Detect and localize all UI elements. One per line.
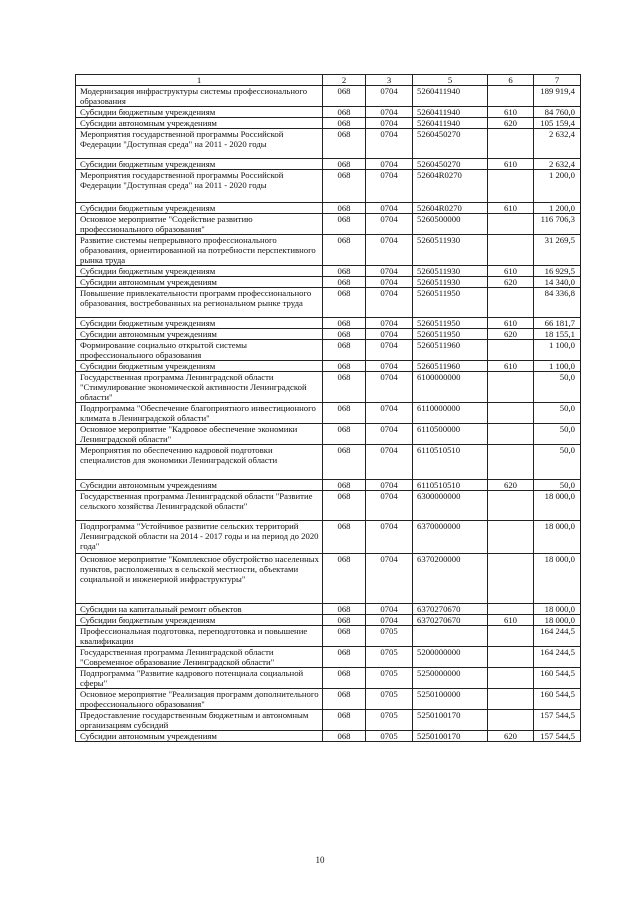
row-grbs-cell: 068 (323, 86, 366, 107)
row-name-cell: Субсидии автономным учреждениям (76, 277, 323, 288)
row-target-cell: 5260511950 (413, 329, 488, 340)
row-name-cell: Мероприятия по обеспечению кадровой подготовки специалистов для экономики Ленинградской области (76, 445, 323, 480)
row-sum-cell: 14 340,0 (534, 277, 581, 288)
table-header-row (76, 75, 581, 86)
row-grbs-cell: 068 (323, 329, 366, 340)
table-row (76, 710, 581, 731)
row-target-cell: 5200000000 (413, 647, 488, 668)
row-sum-cell: 2 632,4 (534, 159, 581, 170)
row-target-cell: 5260500000 (413, 214, 488, 235)
row-type-cell (488, 170, 534, 203)
row-type-cell: 620 (488, 277, 534, 288)
row-grbs-cell: 068 (323, 214, 366, 235)
row-name-cell: Модернизация инфраструктуры системы профессионального образования (76, 86, 323, 107)
row-grbs-cell: 068 (323, 107, 366, 118)
row-name-cell: Субсидии бюджетным учреждениям (76, 615, 323, 626)
row-section-cell: 0704 (366, 235, 413, 266)
row-section-cell: 0704 (366, 521, 413, 554)
row-target-cell: 5260511960 (413, 340, 488, 361)
table-row (76, 340, 581, 361)
row-sum-cell: 116 706,3 (534, 214, 581, 235)
row-sum-cell: 18 000,0 (534, 615, 581, 626)
row-type-cell (488, 372, 534, 403)
row-target-cell: 5260511930 (413, 235, 488, 266)
budget-table (75, 74, 581, 742)
row-sum-cell: 16 929,5 (534, 266, 581, 277)
table-row (76, 118, 581, 129)
row-type-cell: 610 (488, 361, 534, 372)
table-row (76, 361, 581, 372)
table-row (76, 554, 581, 604)
row-type-cell: 610 (488, 159, 534, 170)
row-name-cell: Развитие системы непрерывного профессионального образования, ориентированной на потребности перспективного рынка труда (76, 235, 323, 266)
table-row (76, 107, 581, 118)
table-row (76, 266, 581, 277)
row-sum-cell: 1 100,0 (534, 361, 581, 372)
row-name-cell: Профессиональная подготовка, переподготовка и повышение квалификации (76, 626, 323, 647)
row-grbs-cell: 068 (323, 159, 366, 170)
row-grbs-cell: 068 (323, 480, 366, 491)
row-target-cell: 6110500000 (413, 424, 488, 445)
row-type-cell: 620 (488, 329, 534, 340)
row-target-cell: 6370200000 (413, 554, 488, 604)
row-target-cell: 5260450270 (413, 159, 488, 170)
row-name-cell: Формирование социально открытой системы профессионального образования (76, 340, 323, 361)
row-section-cell: 0705 (366, 647, 413, 668)
header-cell-section: 3 (366, 75, 413, 86)
row-section-cell: 0704 (366, 329, 413, 340)
row-sum-cell: 18 000,0 (534, 554, 581, 604)
table-row (76, 647, 581, 668)
row-section-cell: 0704 (366, 159, 413, 170)
row-sum-cell: 1 200,0 (534, 203, 581, 214)
table-row (76, 170, 581, 203)
row-sum-cell: 105 159,4 (534, 118, 581, 129)
row-section-cell: 0704 (366, 170, 413, 203)
row-grbs-cell: 068 (323, 403, 366, 424)
row-section-cell: 0704 (366, 615, 413, 626)
table-row (76, 615, 581, 626)
row-name-cell: Субсидии автономным учреждениям (76, 329, 323, 340)
table-row (76, 318, 581, 329)
header-cell-target: 5 (413, 75, 488, 86)
table-row (76, 203, 581, 214)
row-section-cell: 0705 (366, 710, 413, 731)
row-name-cell: Субсидии бюджетным учреждениям (76, 159, 323, 170)
row-name-cell: Основное мероприятие "Кадровое обеспечение экономики Ленинградской области" (76, 424, 323, 445)
row-type-cell (488, 626, 534, 647)
header-cell-name: 1 (76, 75, 323, 86)
row-grbs-cell: 068 (323, 710, 366, 731)
row-section-cell: 0704 (366, 554, 413, 604)
row-section-cell: 0704 (366, 445, 413, 480)
row-type-cell: 610 (488, 266, 534, 277)
row-type-cell (488, 445, 534, 480)
row-name-cell: Подпрограмма "Обеспечение благоприятного инвестиционного климата в Ленинградской области" (76, 403, 323, 424)
row-name-cell: Субсидии автономным учреждениям (76, 480, 323, 491)
row-grbs-cell: 068 (323, 372, 366, 403)
row-sum-cell: 84 336,8 (534, 288, 581, 318)
row-target-cell: 6370270670 (413, 604, 488, 615)
row-section-cell: 0705 (366, 689, 413, 710)
row-name-cell: Субсидии бюджетным учреждениям (76, 107, 323, 118)
row-grbs-cell: 068 (323, 203, 366, 214)
row-section-cell: 0705 (366, 626, 413, 647)
row-section-cell: 0704 (366, 403, 413, 424)
row-sum-cell: 164 244,5 (534, 626, 581, 647)
row-sum-cell: 1 100,0 (534, 340, 581, 361)
row-section-cell: 0704 (366, 340, 413, 361)
table-row (76, 235, 581, 266)
table-row (76, 491, 581, 521)
row-grbs-cell: 068 (323, 235, 366, 266)
row-type-cell (488, 604, 534, 615)
table-row (76, 689, 581, 710)
row-type-cell (488, 340, 534, 361)
row-target-cell: 5260511960 (413, 361, 488, 372)
row-name-cell: Предоставление государственным бюджетным и автономным организациям субсидий (76, 710, 323, 731)
row-grbs-cell: 068 (323, 445, 366, 480)
row-target-cell: 6100000000 (413, 372, 488, 403)
row-grbs-cell: 068 (323, 340, 366, 361)
row-target-cell: 5260411940 (413, 107, 488, 118)
row-type-cell (488, 129, 534, 159)
row-name-cell: Государственная программа Ленинградской области "Развитие сельского хозяйства Ленинградской области" (76, 491, 323, 521)
row-name-cell: Субсидии на капитальный ремонт объектов (76, 604, 323, 615)
table-row (76, 424, 581, 445)
row-target-cell: 5250100170 (413, 731, 488, 742)
row-type-cell (488, 668, 534, 689)
row-name-cell: Мероприятия государственной программы Российской Федерации "Доступная среда" на 2011 - 2020 годы (76, 129, 323, 159)
row-sum-cell: 50,0 (534, 480, 581, 491)
row-name-cell: Основное мероприятие "Содействие развитию профессионального образования" (76, 214, 323, 235)
row-type-cell: 610 (488, 203, 534, 214)
row-target-cell: 5250100170 (413, 710, 488, 731)
row-grbs-cell: 068 (323, 266, 366, 277)
row-name-cell: Субсидии бюджетным учреждениям (76, 203, 323, 214)
table-row (76, 731, 581, 742)
row-type-cell (488, 424, 534, 445)
table-row (76, 445, 581, 480)
row-section-cell: 0704 (366, 372, 413, 403)
table-row (76, 214, 581, 235)
row-target-cell: 5260450270 (413, 129, 488, 159)
row-sum-cell: 157 544,5 (534, 710, 581, 731)
row-grbs-cell: 068 (323, 554, 366, 604)
table-row (76, 604, 581, 615)
row-target-cell: 5260511950 (413, 288, 488, 318)
row-type-cell: 610 (488, 107, 534, 118)
row-section-cell: 0704 (366, 288, 413, 318)
row-type-cell: 620 (488, 731, 534, 742)
row-sum-cell: 84 760,0 (534, 107, 581, 118)
row-grbs-cell: 068 (323, 318, 366, 329)
row-type-cell (488, 521, 534, 554)
row-grbs-cell: 068 (323, 361, 366, 372)
row-target-cell: 6110510510 (413, 445, 488, 480)
row-grbs-cell: 068 (323, 521, 366, 554)
row-grbs-cell: 068 (323, 689, 366, 710)
row-name-cell: Субсидии бюджетным учреждениям (76, 318, 323, 329)
row-sum-cell: 160 544,5 (534, 689, 581, 710)
row-section-cell: 0704 (366, 266, 413, 277)
table-row (76, 288, 581, 318)
row-section-cell: 0705 (366, 668, 413, 689)
row-name-cell: Государственная программа Ленинградской области "Современное образование Ленинградской области" (76, 647, 323, 668)
row-sum-cell: 157 544,5 (534, 731, 581, 742)
row-sum-cell: 50,0 (534, 445, 581, 480)
row-section-cell: 0704 (366, 86, 413, 107)
table-row (76, 403, 581, 424)
row-grbs-cell: 068 (323, 277, 366, 288)
row-target-cell: 5260411940 (413, 118, 488, 129)
row-sum-cell: 2 632,4 (534, 129, 581, 159)
row-target-cell: 6370270670 (413, 615, 488, 626)
row-target-cell: 5260511950 (413, 318, 488, 329)
row-target-cell: 5250100000 (413, 689, 488, 710)
table-row (76, 668, 581, 689)
row-name-cell: Подпрограмма "Развитие кадрового потенциала социальной сферы" (76, 668, 323, 689)
row-sum-cell: 18 000,0 (534, 604, 581, 615)
row-section-cell: 0704 (366, 491, 413, 521)
row-type-cell (488, 689, 534, 710)
row-sum-cell: 50,0 (534, 372, 581, 403)
row-section-cell: 0704 (366, 480, 413, 491)
row-name-cell: Основное мероприятие "Комплексное обустройство населенных пунктов, расположенных в сельской местности, объектами социальной и инженерной инфраструктуры" (76, 554, 323, 604)
row-section-cell: 0704 (366, 107, 413, 118)
row-type-cell (488, 403, 534, 424)
row-section-cell: 0704 (366, 424, 413, 445)
row-type-cell (488, 647, 534, 668)
row-type-cell (488, 86, 534, 107)
row-type-cell (488, 491, 534, 521)
row-grbs-cell: 068 (323, 604, 366, 615)
row-grbs-cell: 068 (323, 424, 366, 445)
row-sum-cell: 31 269,5 (534, 235, 581, 266)
row-type-cell (488, 710, 534, 731)
page-number: 10 (315, 855, 325, 865)
row-sum-cell: 18 000,0 (534, 491, 581, 521)
row-type-cell (488, 554, 534, 604)
row-grbs-cell: 068 (323, 170, 366, 203)
row-type-cell (488, 288, 534, 318)
row-type-cell (488, 235, 534, 266)
row-section-cell: 0704 (366, 277, 413, 288)
row-target-cell: 52604R0270 (413, 203, 488, 214)
row-section-cell: 0704 (366, 604, 413, 615)
row-grbs-cell: 068 (323, 491, 366, 521)
row-sum-cell: 50,0 (534, 424, 581, 445)
row-section-cell: 0704 (366, 214, 413, 235)
row-name-cell: Государственная программа Ленинградской области "Стимулирование экономической активности Ленинградской области" (76, 372, 323, 403)
row-sum-cell: 1 200,0 (534, 170, 581, 203)
row-sum-cell: 18 000,0 (534, 521, 581, 554)
table-row (76, 129, 581, 159)
row-type-cell (488, 214, 534, 235)
row-target-cell: 5250000000 (413, 668, 488, 689)
row-sum-cell: 164 244,5 (534, 647, 581, 668)
row-grbs-cell: 068 (323, 647, 366, 668)
row-name-cell: Субсидии бюджетным учреждениям (76, 361, 323, 372)
header-cell-sum: 7 (534, 75, 581, 86)
table-row (76, 159, 581, 170)
header-cell-type: 6 (488, 75, 534, 86)
table-row (76, 329, 581, 340)
table-row (76, 626, 581, 647)
row-section-cell: 0704 (366, 318, 413, 329)
row-target-cell: 6300000000 (413, 491, 488, 521)
row-target-cell: 6110000000 (413, 403, 488, 424)
row-target-cell: 6370000000 (413, 521, 488, 554)
row-target-cell: 5260411940 (413, 86, 488, 107)
row-target-cell (413, 626, 488, 647)
table-row (76, 372, 581, 403)
row-section-cell: 0704 (366, 361, 413, 372)
row-type-cell: 620 (488, 480, 534, 491)
row-name-cell: Субсидии бюджетным учреждениям (76, 266, 323, 277)
row-type-cell: 620 (488, 118, 534, 129)
row-grbs-cell: 068 (323, 731, 366, 742)
row-grbs-cell: 068 (323, 626, 366, 647)
table-row (76, 86, 581, 107)
row-sum-cell: 50,0 (534, 403, 581, 424)
table-body (76, 75, 581, 742)
row-type-cell: 610 (488, 615, 534, 626)
header-cell-grbs: 2 (323, 75, 366, 86)
row-grbs-cell: 068 (323, 668, 366, 689)
table-row (76, 277, 581, 288)
table-row (76, 480, 581, 491)
row-sum-cell: 18 155,1 (534, 329, 581, 340)
row-target-cell: 6110510510 (413, 480, 488, 491)
row-name-cell: Мероприятия государственной программы Российской Федерации "Доступная среда" на 2011 - 2020 годы (76, 170, 323, 203)
row-target-cell: 52604R0270 (413, 170, 488, 203)
row-sum-cell: 189 919,4 (534, 86, 581, 107)
row-sum-cell: 160 544,5 (534, 668, 581, 689)
row-type-cell: 610 (488, 318, 534, 329)
row-section-cell: 0705 (366, 731, 413, 742)
row-grbs-cell: 068 (323, 615, 366, 626)
row-name-cell: Повышение привлекательности программ профессионального образования, востребованных на региональном рынке труда (76, 288, 323, 318)
row-grbs-cell: 068 (323, 288, 366, 318)
row-name-cell: Подпрограмма "Устойчивое развитие сельских территорий Ленинградской области на 2014 - 2017 годы и на период до 2020 года" (76, 521, 323, 554)
row-grbs-cell: 068 (323, 129, 366, 159)
table-row (76, 521, 581, 554)
row-section-cell: 0704 (366, 129, 413, 159)
row-name-cell: Субсидии автономным учреждениям (76, 118, 323, 129)
row-name-cell: Основное мероприятие "Реализация программ дополнительного профессионального образования" (76, 689, 323, 710)
row-sum-cell: 66 181,7 (534, 318, 581, 329)
row-target-cell: 5260511930 (413, 277, 488, 288)
row-section-cell: 0704 (366, 203, 413, 214)
row-grbs-cell: 068 (323, 118, 366, 129)
row-name-cell: Субсидии автономным учреждениям (76, 731, 323, 742)
row-target-cell: 5260511930 (413, 266, 488, 277)
row-section-cell: 0704 (366, 118, 413, 129)
